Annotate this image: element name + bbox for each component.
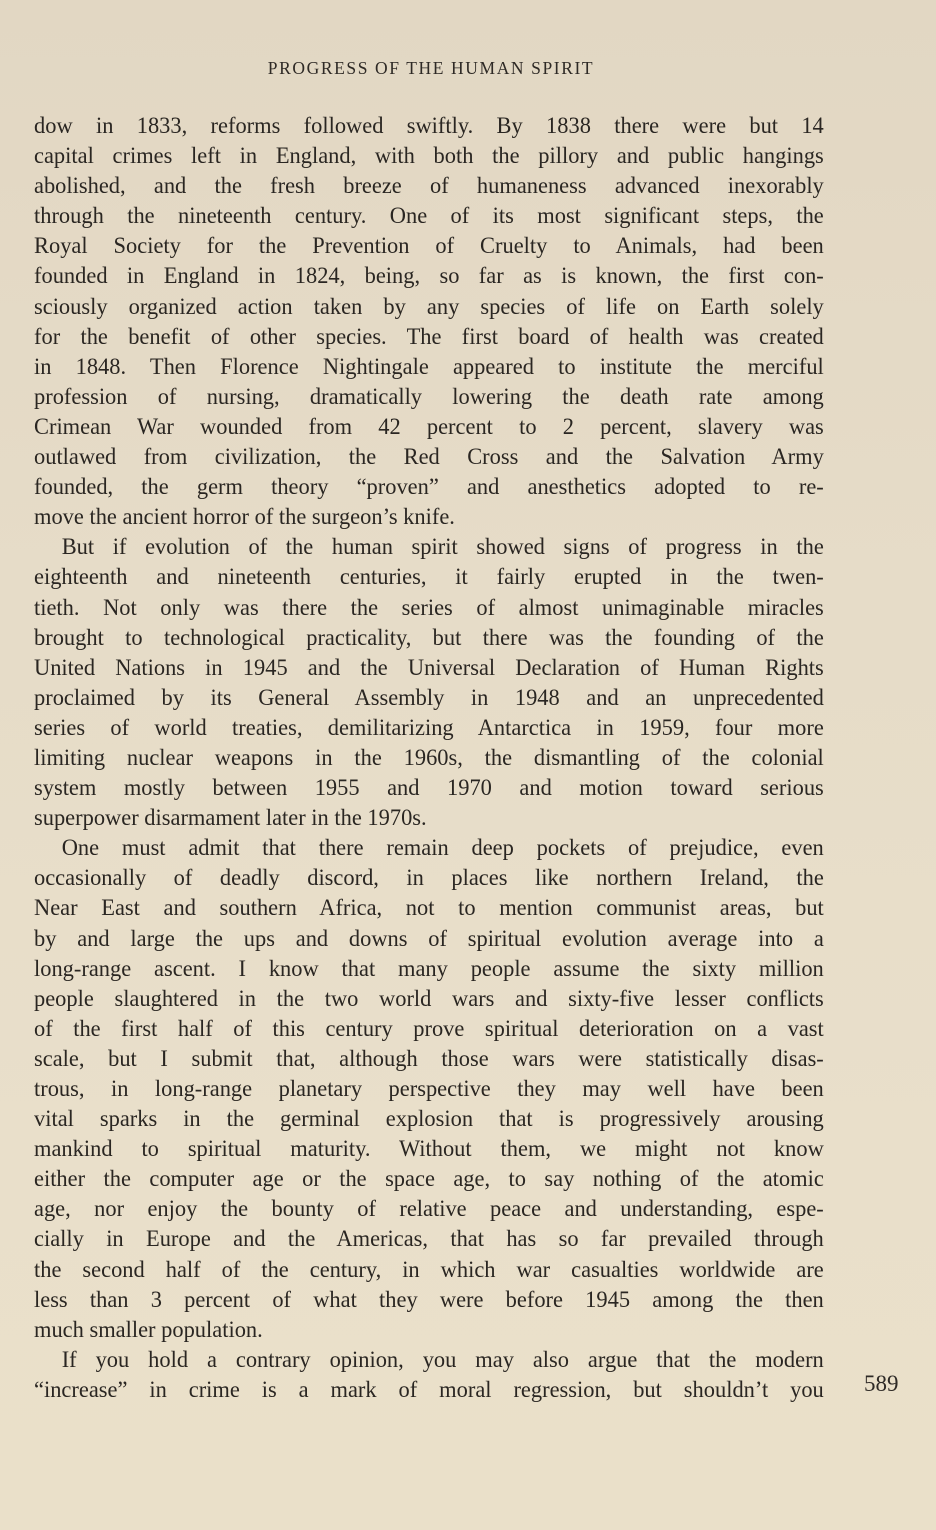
- text-line: dow in 1833, reforms followed swiftly. By 1838 there were but 14: [34, 113, 824, 139]
- text-line: mankind to spiritual maturity. Without them, we might not know: [34, 1136, 824, 1163]
- paragraph-start-line: One must admit that there remain deep pockets of prejudice, even: [61, 835, 824, 862]
- text-line: people slaughtered in the two world wars and sixty-five lesser conflicts: [34, 985, 824, 1012]
- text-line: Near East and southern Africa, not to mention communist areas, but: [34, 895, 824, 922]
- text-line: founded, the germ theory “proven” and anesthetics adopted to re-: [34, 474, 824, 501]
- paragraph-start-line: If you hold a contrary opinion, you may also argue that the modern: [61, 1346, 824, 1373]
- text-line: vital sparks in the germinal explosion that is progressively arousing: [34, 1106, 824, 1133]
- text-line: Royal Society for the Prevention of Cruelty to Animals, had been: [34, 233, 824, 260]
- text-line: cially in Europe and the Americas, that has so far prevailed through: [34, 1226, 824, 1253]
- text-line: “increase” in crime is a mark of moral regression, but shouldn’t you: [34, 1376, 824, 1403]
- text-line: limiting nuclear weapons in the 1960s, the dismantling of the colonial: [34, 744, 824, 771]
- text-line: eighteenth and nineteenth centuries, it fairly erupted in the twen-: [34, 564, 824, 591]
- text-line: move the ancient horror of the surgeon’s knife.: [34, 504, 455, 531]
- text-line: by and large the ups and downs of spiritual evolution average into a: [34, 925, 824, 952]
- page-number: 589: [864, 1371, 899, 1396]
- text-line: of the first half of this century prove spiritual deterioration on a vast: [34, 1015, 824, 1042]
- text-line: superpower disarmament later in the 1970s.: [34, 805, 427, 832]
- text-line: profession of nursing, dramatically lowering the death rate among: [34, 383, 824, 410]
- text-line: scale, but I submit that, although those wars were statistically disas-: [34, 1045, 824, 1072]
- text-line: the second half of the century, in which war casualties worldwide are: [34, 1256, 824, 1283]
- text-line: either the computer age or the space age, to say nothing of the atomic: [34, 1166, 824, 1193]
- text-line: long-range ascent. I know that many people assume the sixty million: [34, 955, 824, 982]
- text-line: brought to technological practicality, but there was the founding of the: [34, 624, 824, 651]
- text-line: Crimean War wounded from 42 percent to 2 percent, slavery was: [34, 413, 824, 440]
- text-line: tieth. Not only was there the series of almost unimaginable miracles: [34, 594, 824, 621]
- text-line: United Nations in 1945 and the Universal Declaration of Human Rights: [34, 654, 824, 681]
- text-line: trous, in long-range planetary perspective they may well have been: [34, 1076, 824, 1102]
- text-line: for the benefit of other species. The first board of health was created: [34, 323, 824, 350]
- text-line: through the nineteenth century. One of its most significant steps, the: [34, 203, 824, 230]
- text-line: age, nor enjoy the bounty of relative peace and understanding, espe-: [34, 1196, 824, 1223]
- paragraph-start-line: But if evolution of the human spirit showed signs of progress in the: [61, 534, 824, 561]
- text-line: founded in England in 1824, being, so far as is known, the first con-: [34, 263, 824, 290]
- text-line: much smaller population.: [34, 1316, 263, 1343]
- text-line: less than 3 percent of what they were before 1945 among the then: [34, 1286, 824, 1313]
- text-line: system mostly between 1955 and 1970 and motion toward serious: [34, 775, 824, 802]
- running-head: PROGRESS OF THE HUMAN SPIRIT: [267, 58, 595, 78]
- text-line: sciously organized action taken by any species of life on Earth solely: [34, 293, 824, 320]
- text-line: outlawed from civilization, the Red Cross and the Salvation Army: [34, 444, 824, 471]
- text-line: series of world treaties, demilitarizing Antarctica in 1959, four more: [34, 714, 824, 741]
- text-line: occasionally of deadly discord, in places like northern Ireland, the: [34, 865, 824, 892]
- text-line: proclaimed by its General Assembly in 1948 and an unprecedented: [34, 684, 824, 711]
- text-line: capital crimes left in England, with both the pillory and public hangings: [34, 143, 824, 170]
- text-line: abolished, and the fresh breeze of humaneness advanced inexorably: [34, 173, 824, 200]
- text-line: in 1848. Then Florence Nightingale appeared to institute the merciful: [34, 353, 824, 380]
- body-text: [34, 111, 824, 1405]
